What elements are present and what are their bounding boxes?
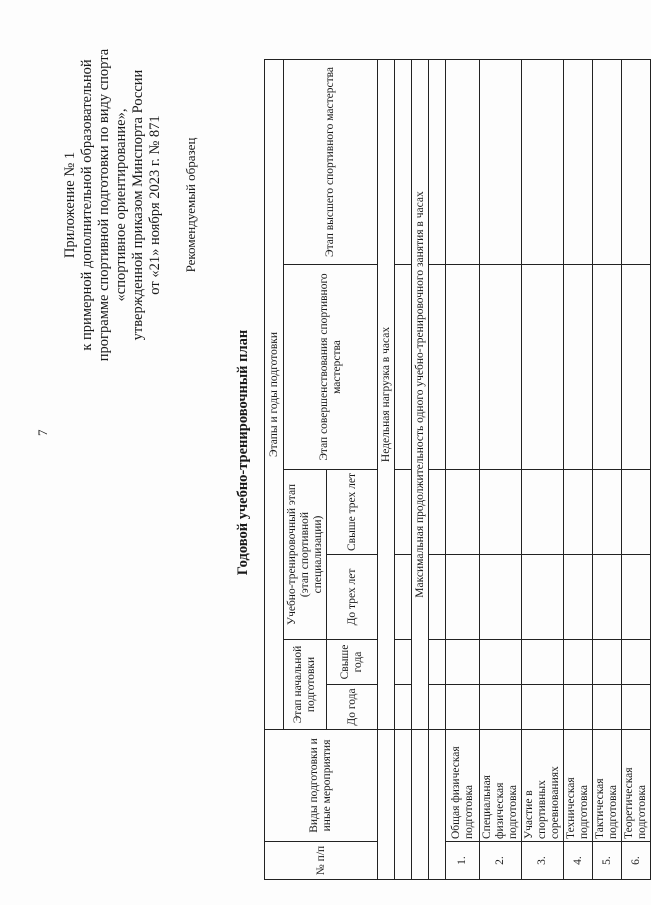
row-name: Техническая подготовка <box>564 730 593 842</box>
empty-cell <box>480 59 522 264</box>
empty-cell <box>480 685 522 730</box>
empty-cell <box>522 640 564 685</box>
header-over-year: Свыше года <box>327 640 378 685</box>
empty-cell <box>564 640 593 685</box>
empty-cell <box>395 555 412 640</box>
appendix-line: от «21» ноября 2023 г. № 871 <box>147 115 163 295</box>
row-name: Общая физическая подготовка <box>446 730 480 842</box>
empty-cell <box>446 555 480 640</box>
empty-cell <box>593 555 622 640</box>
row-num: 5. <box>593 842 622 880</box>
empty-cell <box>446 640 480 685</box>
empty-cell <box>522 555 564 640</box>
empty-cell <box>593 685 622 730</box>
header-stage-training: Учебно-тренировочный этап (этап спортивной специализации) <box>284 470 327 640</box>
empty-cell <box>480 555 522 640</box>
empty-cell <box>429 730 446 880</box>
empty-cell <box>622 640 651 685</box>
table-row <box>522 59 564 879</box>
empty-cell <box>429 470 446 555</box>
header-stage-improvement: Этап совершенствования спортивного мастерства <box>284 265 378 470</box>
appendix-line: Приложение № 1 <box>62 151 78 259</box>
empty-cell <box>622 265 651 470</box>
empty-cell <box>593 59 622 264</box>
appendix-header <box>62 40 199 370</box>
empty-cell <box>522 470 564 555</box>
empty-cell <box>429 685 446 730</box>
training-plan-table <box>264 59 651 880</box>
table-row <box>564 59 593 879</box>
empty-cell <box>446 685 480 730</box>
plan-title: Годовой учебно-тренировочный план <box>235 329 251 576</box>
recommended-sample-label: Рекомендуемый образец <box>183 137 198 273</box>
page-number: 7 <box>35 429 50 436</box>
empty-cell <box>446 470 480 555</box>
empty-cell <box>395 685 412 730</box>
empty-cell <box>480 470 522 555</box>
header-stages: Этапы и годы подготовки <box>265 59 284 729</box>
empty-cell <box>622 470 651 555</box>
appendix-line: программе спортивной подготовки по виду спорта <box>96 48 112 362</box>
empty-cell <box>429 555 446 640</box>
empty-cell <box>564 265 593 470</box>
empty-cell <box>480 265 522 470</box>
empty-cell <box>429 59 446 264</box>
row-num: 1. <box>446 842 480 880</box>
empty-cell <box>564 685 593 730</box>
table-row <box>593 59 622 879</box>
empty-cell <box>395 470 412 555</box>
rotated-page-content <box>50 25 648 880</box>
empty-cell <box>522 685 564 730</box>
empty-cell <box>446 265 480 470</box>
row-num: 3. <box>522 842 564 880</box>
row-num: 2. <box>480 842 522 880</box>
appendix-line: к примерной дополнительной образовательной <box>79 59 95 351</box>
table-row <box>622 59 651 879</box>
empty-cell <box>429 640 446 685</box>
appendix-line: «спортивное ориентирование», <box>113 108 129 302</box>
empty-cell <box>395 730 412 880</box>
empty-cell <box>395 640 412 685</box>
max-duration-band: Максимальная продолжительность одного учебно-тренировочного занятия в часах <box>412 59 429 729</box>
weekly-load-band: Недельная нагрузка в часах <box>378 59 395 729</box>
table-row <box>480 59 522 879</box>
header-over-three: Свыше трех лет <box>327 470 378 555</box>
empty-cell <box>593 470 622 555</box>
empty-cell <box>395 59 412 264</box>
header-up-to-three: До трех лет <box>327 555 378 640</box>
header-stage-higher: Этап высшего спортивного мастерства <box>284 59 378 264</box>
header-num: № п/п <box>265 842 378 880</box>
row-name: Теоретическая подготовка <box>622 730 651 842</box>
training-plan-table-wrap <box>264 59 651 880</box>
empty-cell <box>564 470 593 555</box>
empty-cell <box>564 59 593 264</box>
row-num: 6. <box>622 842 651 880</box>
empty-cell <box>522 59 564 264</box>
band-spacer <box>412 730 429 880</box>
row-name: Тактическая подготовка <box>593 730 622 842</box>
header-kind: Виды подготовки и иные мероприятия <box>265 730 378 842</box>
empty-cell <box>564 555 593 640</box>
empty-cell <box>480 640 522 685</box>
empty-cell <box>522 265 564 470</box>
row-num: 4. <box>564 842 593 880</box>
empty-cell <box>395 265 412 470</box>
empty-cell <box>429 265 446 470</box>
header-up-to-year: До года <box>327 685 378 730</box>
row-name: Участие в спортивных соревнованиях <box>522 730 564 842</box>
empty-cell <box>622 555 651 640</box>
empty-cell <box>593 265 622 470</box>
table-row <box>446 59 480 879</box>
empty-cell <box>622 685 651 730</box>
empty-cell <box>622 59 651 264</box>
empty-cell <box>593 640 622 685</box>
row-name: Специальная физическая подготовка <box>480 730 522 842</box>
appendix-line: утвержденной приказом Минспорта России <box>130 69 146 341</box>
header-stage-initial: Этап начальной подготовки <box>284 640 327 730</box>
empty-cell <box>446 59 480 264</box>
band-spacer <box>378 730 395 880</box>
